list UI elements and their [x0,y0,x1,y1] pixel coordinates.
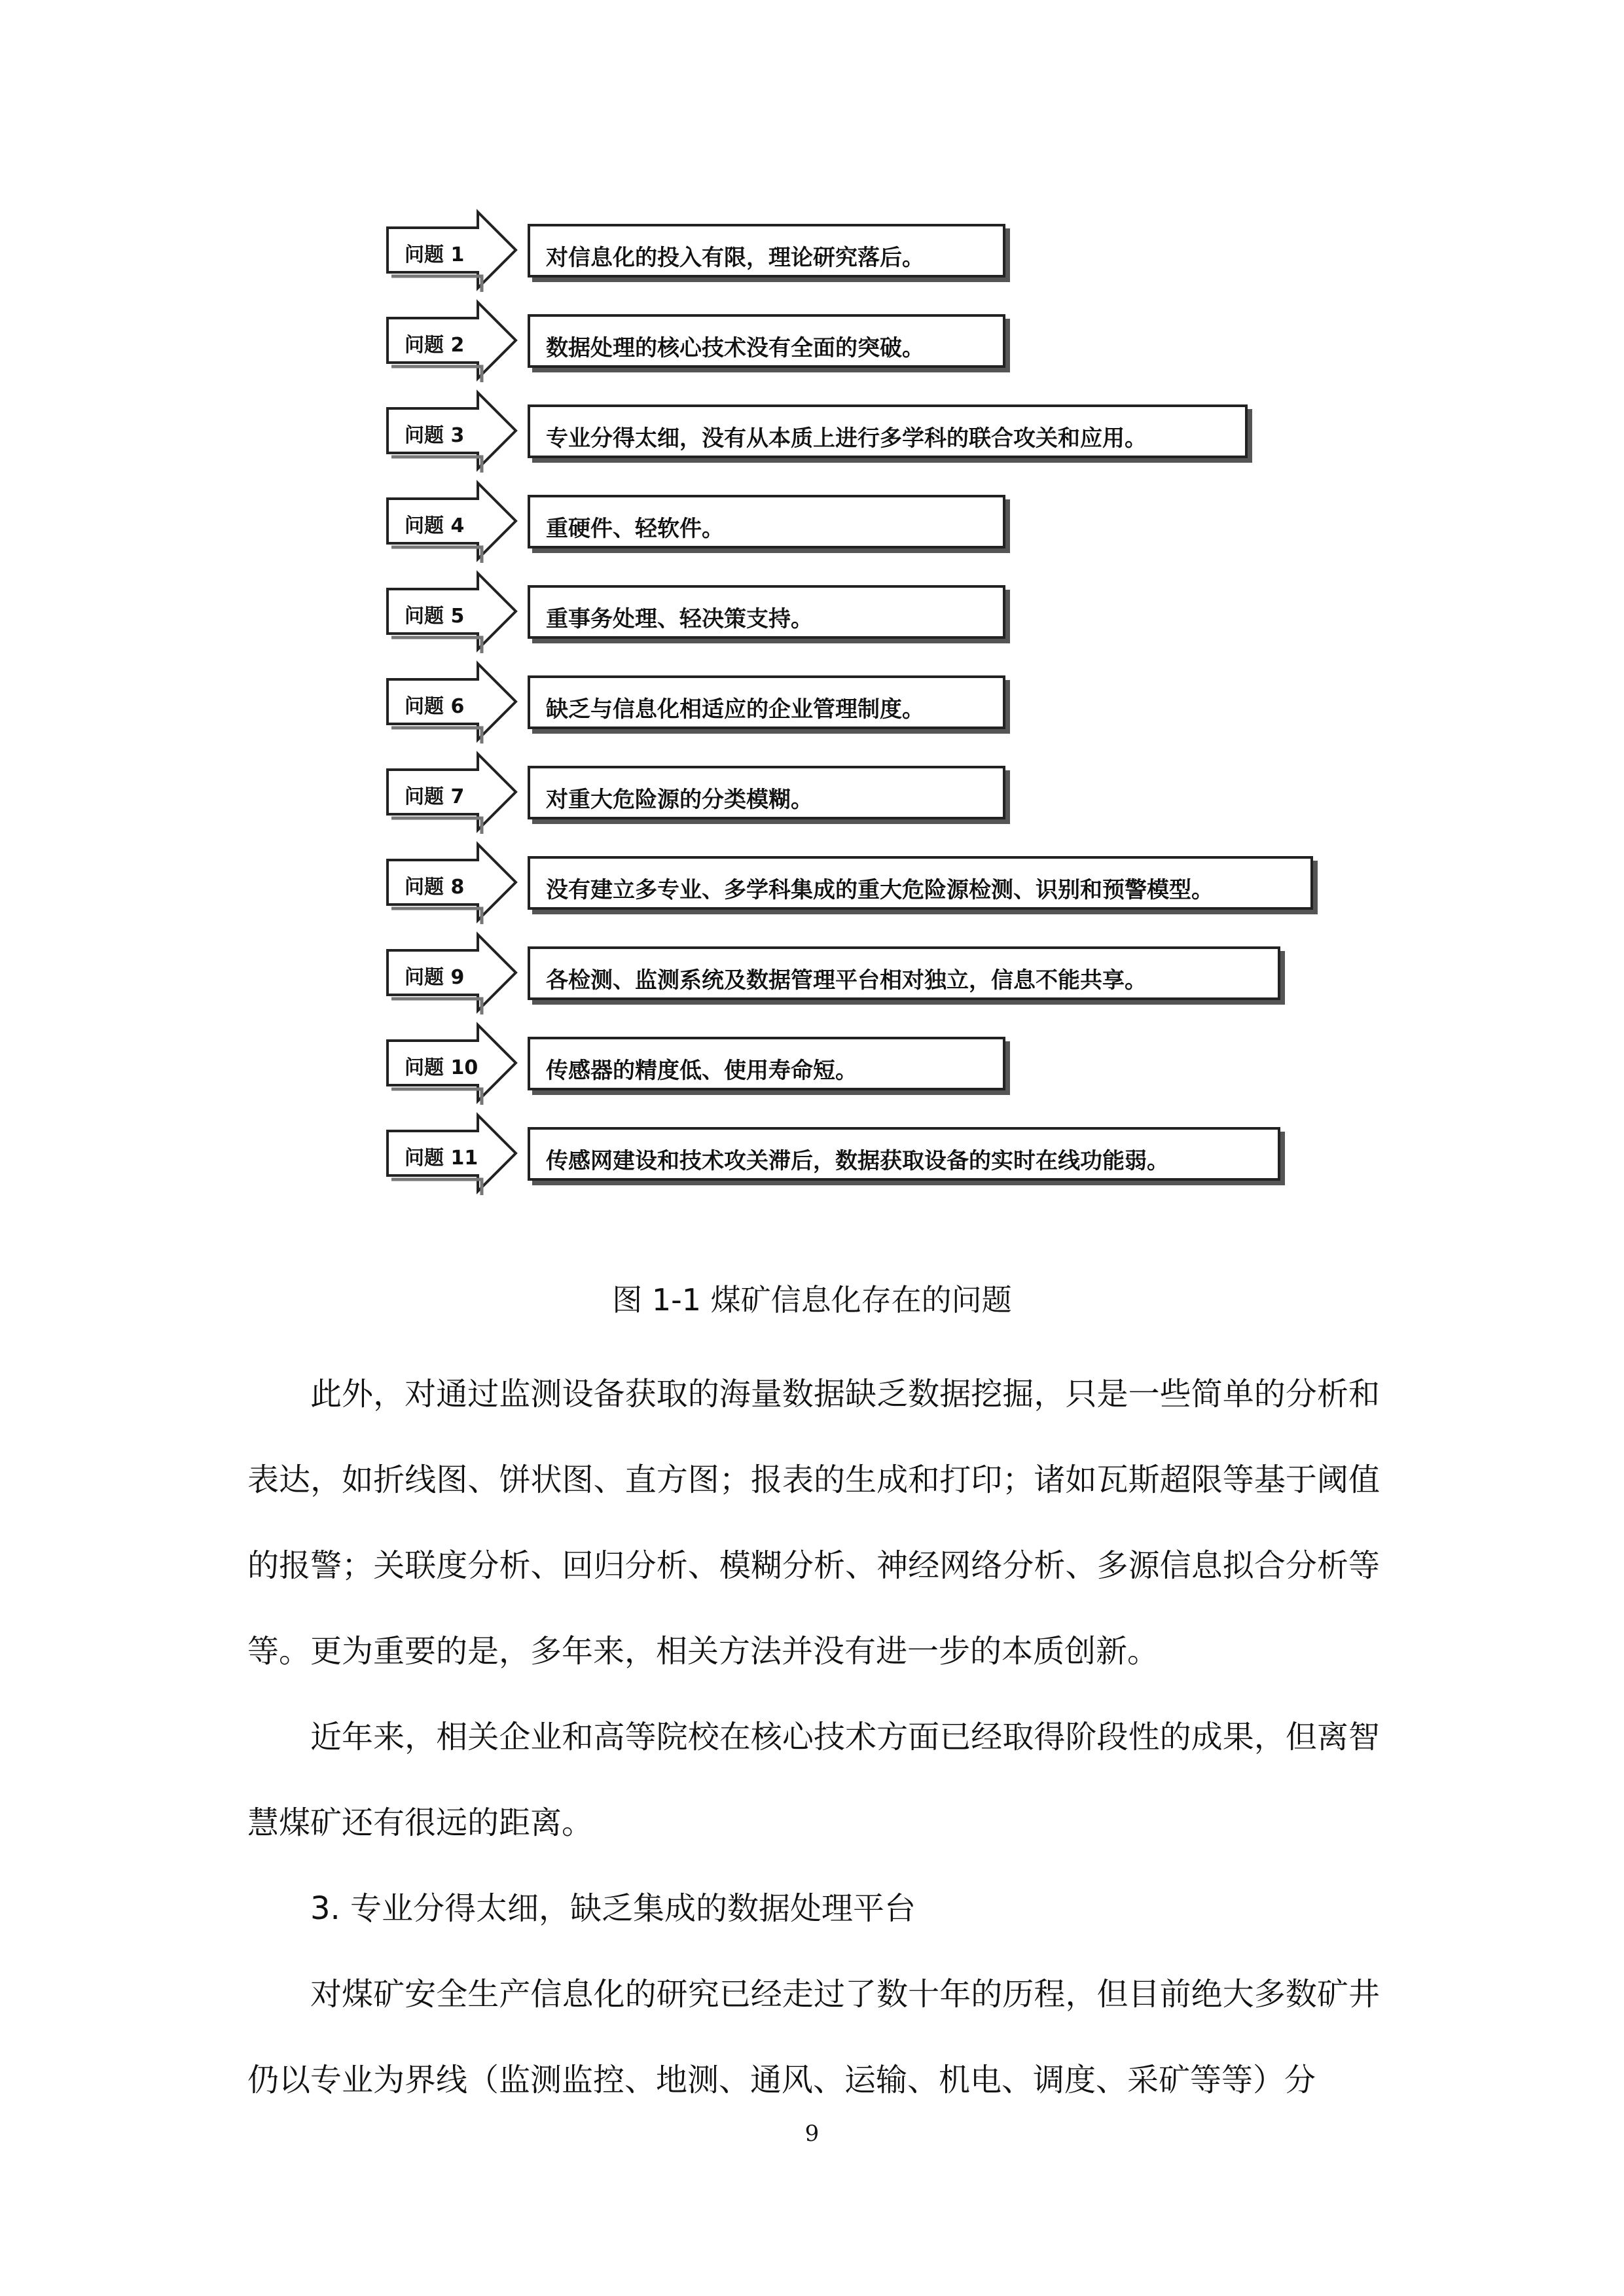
problem-row-4 [386,487,1008,559]
problem-box-6 [528,675,1005,729]
problem-tag-label-9: 问题 9 [405,966,465,989]
problem-tag-label-5: 问题 5 [405,605,465,628]
problem-box-8 [528,856,1313,910]
problem-tag-label-7: 问题 7 [405,785,465,808]
problem-row-7 [386,758,1008,830]
figure-caption: 图 1-1 煤矿信息化存在的问题 [612,1282,1012,1318]
problem-row-2 [386,306,1008,378]
problem-row-10 [386,1029,1008,1101]
problem-row-3 [386,397,1250,469]
problem-row-6 [386,668,1008,740]
problem-tag-2 [386,318,511,361]
problem-box-7 [528,766,1005,819]
problem-tag-11 [386,1131,511,1174]
problem-text-4: 重硬件、轻软件。 [546,516,724,542]
problem-tag-label-3: 问题 3 [405,424,465,447]
problem-text-8: 没有建立多专业、多学科集成的重大危险源检测、识别和预警模型。 [546,877,1214,903]
problem-text-10: 传感器的精度低、使用寿命短。 [546,1058,857,1084]
problem-tag-label-1: 问题 1 [405,243,465,266]
problem-tag-6 [386,679,511,723]
section-heading: 3. 专业分得太细，缺乏集成的数据处理平台 [310,1890,916,1927]
page-number: 9 [804,2121,820,2147]
problem-tag-9 [386,950,511,994]
problem-tag-4 [386,499,511,542]
problem-tag-label-8: 问题 8 [405,876,465,899]
paragraph-3: 对煤矿安全生产信息化的研究已经走过了数十年的历程，但目前绝大多数矿井仍以专业为界线（监测监控、地测、通风、运输、机电、调度、采矿等等）分 [247,1976,1380,2098]
problem-tag-label-2: 问题 2 [405,334,465,357]
problem-box-2 [528,314,1005,368]
problem-box-4 [528,495,1005,548]
problem-tag-10 [386,1041,511,1084]
problem-text-11: 传感网建设和技术攻关滞后，数据获取设备的实时在线功能弱。 [546,1148,1169,1174]
problem-text-5: 重事务处理、轻决策支持。 [546,606,813,632]
problem-box-9 [528,946,1280,1000]
problem-row-5 [386,577,1008,649]
problem-text-9: 各检测、监测系统及数据管理平台相对独立，信息不能共享。 [546,967,1147,994]
paragraph-1: 此外，对通过监测设备获取的海量数据缺乏数据挖掘，只是一些简单的分析和表达，如折线图、饼状图、直方图；报表的生成和打印；诸如瓦斯超限等基于阈值的报警；关联度分析、回归分析、模糊分析、神经网络分析、多源信息拟合分析等等。更为重要的是，多年来，相关方法并没有进一步的本质创新。 [247,1376,1380,1670]
problem-tag-8 [386,860,511,903]
problem-tag-label-11: 问题 11 [405,1147,478,1170]
problem-text-1: 对信息化的投入有限，理论研究落后。 [546,245,924,271]
problem-tag-5 [386,589,511,632]
problem-text-6: 缺乏与信息化相适应的企业管理制度。 [546,696,924,723]
problems-figure [386,216,1329,1224]
problem-box-1 [528,224,1005,278]
problem-text-3: 专业分得太细，没有从本质上进行多学科的联合攻关和应用。 [546,425,1147,452]
problem-tag-7 [386,770,511,813]
problem-row-1 [386,216,1008,288]
problem-box-5 [528,585,1005,639]
problem-row-11 [386,1119,1283,1191]
problem-box-11 [528,1127,1280,1181]
problem-tag-label-10: 问题 10 [405,1056,478,1079]
problem-text-7: 对重大危险源的分类模糊。 [546,787,813,813]
problem-row-8 [386,848,1316,920]
problem-tag-1 [386,228,511,271]
problem-row-9 [386,939,1283,1011]
problem-box-3 [528,404,1248,458]
problem-tag-3 [386,408,511,452]
problem-box-10 [528,1037,1005,1090]
problem-text-2: 数据处理的核心技术没有全面的突破。 [546,335,924,361]
problem-tag-label-4: 问题 4 [405,514,465,537]
problem-tag-label-6: 问题 6 [405,695,465,718]
paragraph-2: 近年来，相关企业和高等院校在核心技术方面已经取得阶段性的成果，但离智慧煤矿还有很远的距离。 [247,1719,1380,1841]
